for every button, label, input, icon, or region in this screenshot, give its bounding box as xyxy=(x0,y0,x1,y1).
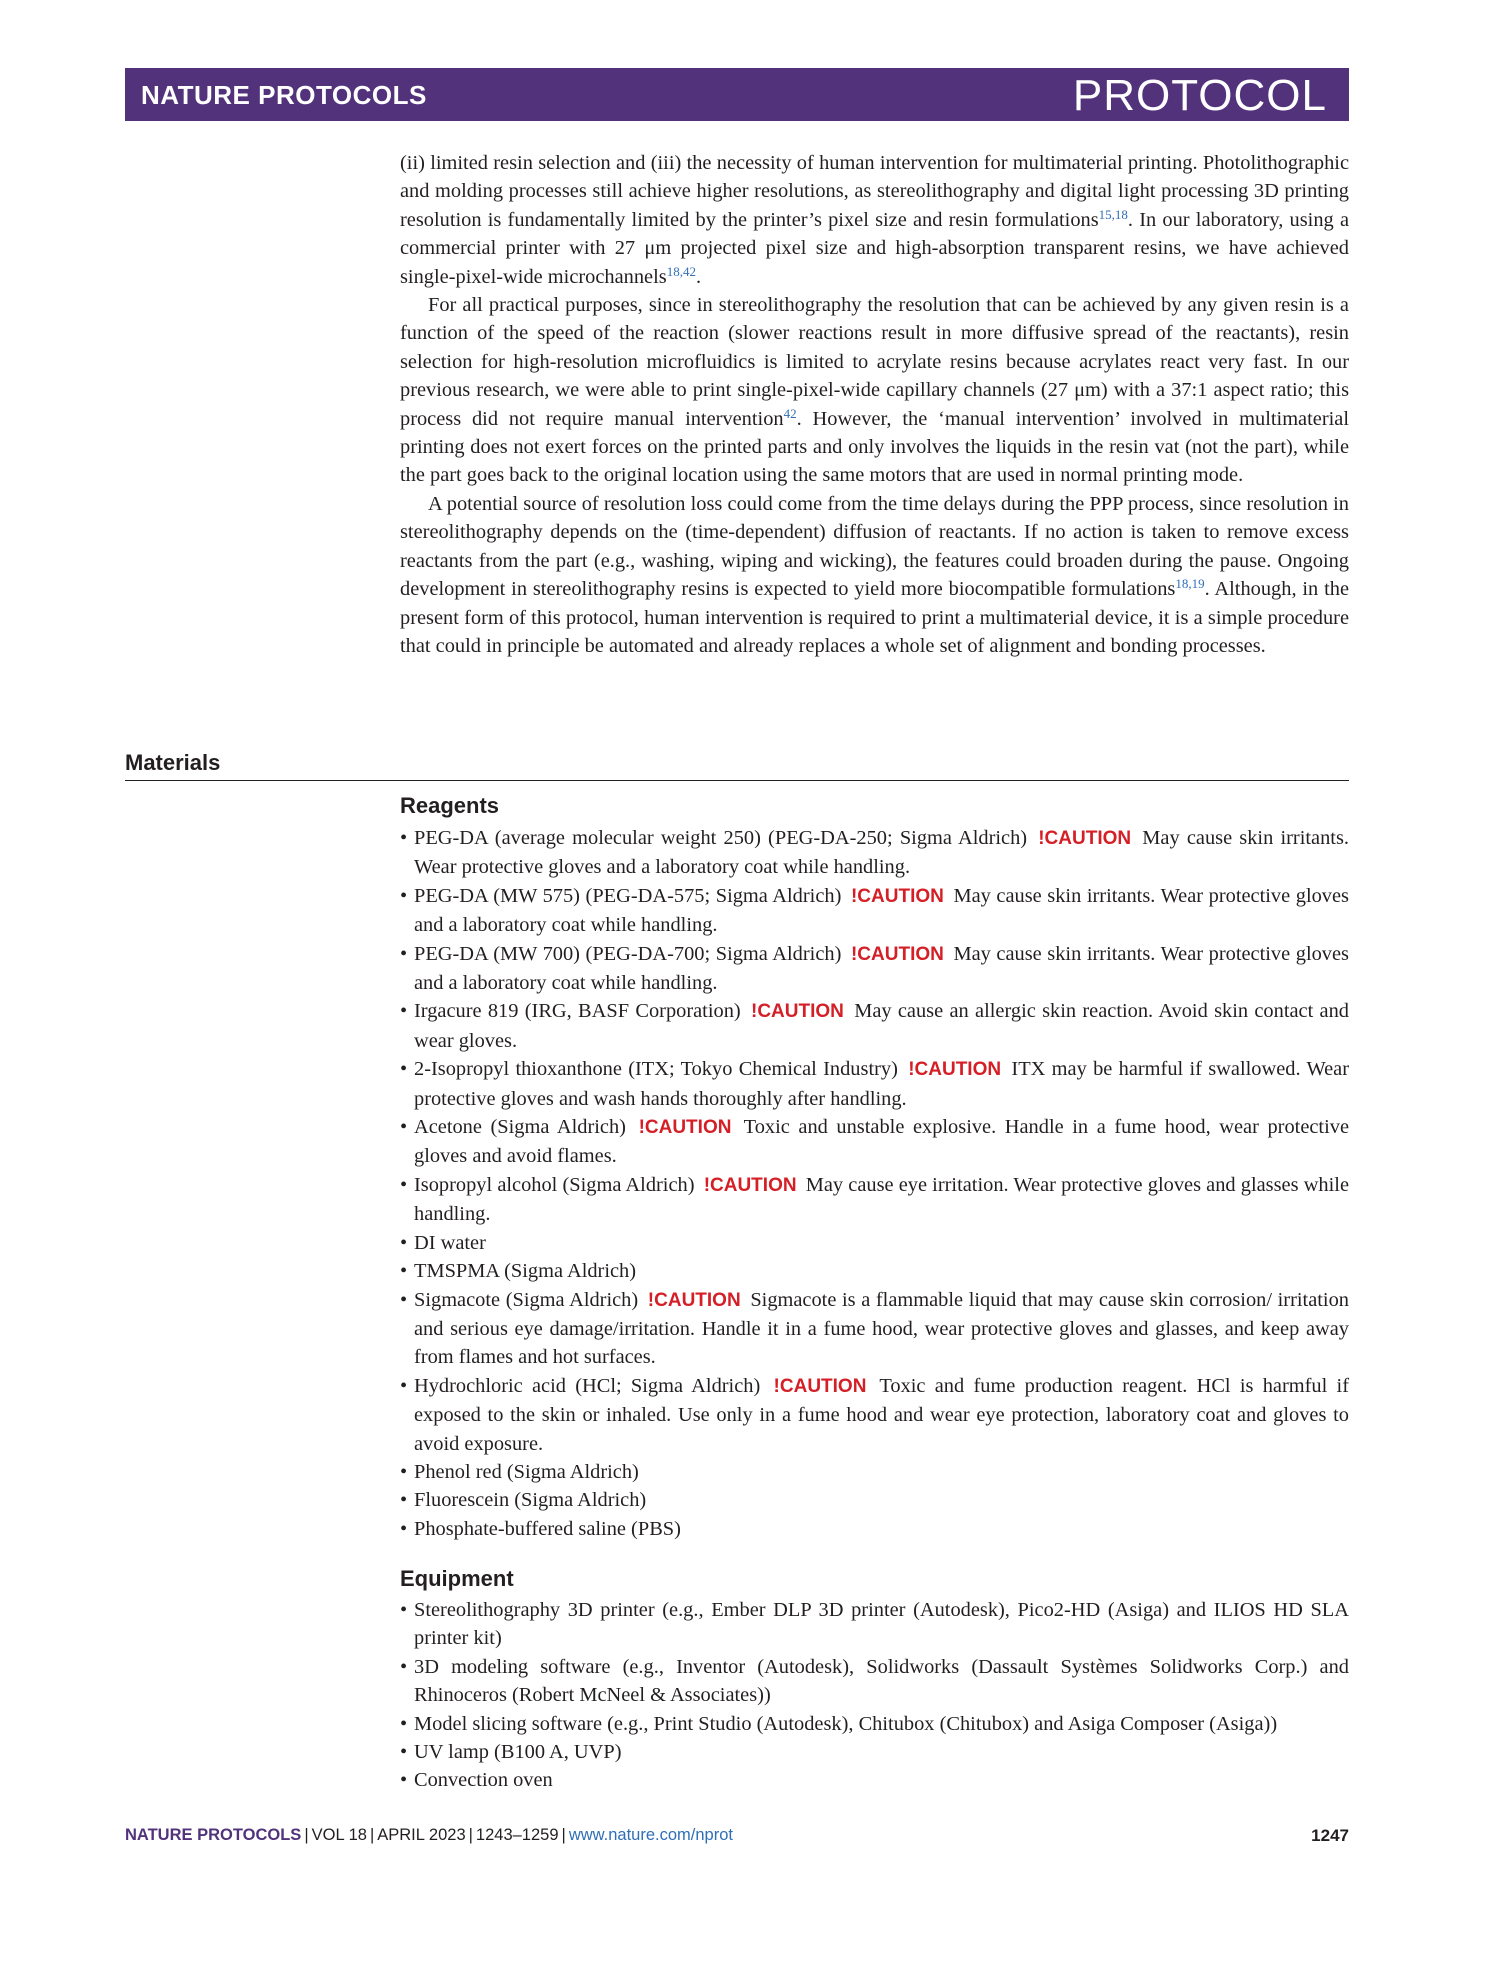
reagent-name: PEG-DA (MW 700) (PEG-DA-700; Sigma Aldrich) xyxy=(414,942,842,965)
article-type: PROTOCOL xyxy=(1072,71,1327,120)
caution-label: !CAUTION xyxy=(850,943,944,965)
caution-label: !CAUTION xyxy=(850,885,944,907)
equipment-item: • Model slicing software (e.g., Print Studio (Autodesk), Chitubox (Chitubox) and Asiga Composer (Asiga)) xyxy=(400,1710,1349,1738)
paragraph: For all practical purposes, since in stereolithography the resolution that can be achieved by any given resin is a function of the speed of the reaction (slower reactions result in more diffusive spread of the reactants), resin selection for high-resolution microfluidics is limited to acrylate resins because acrylates react very fast. In our previous research, we were able to print single-pixel-wide capillary channels (27 μm) with a 37:1 aspect ratio; this process did not require manual intervention$^{42}$. However, the ‘manual intervention’ involved in multimaterial printing does not exert forces on the printed parts and only involves the liquids in the resin vat (not the part), while the part goes back to the original location using the same motors that are used in normal printing mode. xyxy=(400,294,1349,487)
footer-volume: VOL 18 xyxy=(311,1826,367,1844)
caution-label: !CAUTION xyxy=(1038,828,1132,849)
reagent-item xyxy=(400,940,1349,998)
reagent-name: Isopropyl alcohol (Sigma Aldrich) xyxy=(414,1173,695,1196)
caution-text: Sigmacote is a flammable liquid that may cause skin corrosion/ irritation and serious eye damage/irritation. Handle it in a fume hood, wear protective gloves and glasses, and keep away from flames and hot surfaces. xyxy=(414,1288,1349,1369)
reagent-name: PEG-DA (MW 575) (PEG-DA-575; Sigma Aldrich) xyxy=(414,884,842,907)
reagent-name: 2-Isopropyl thioxanthone (ITX; Tokyo Chemical Industry) xyxy=(414,1058,898,1081)
caution-text: May cause skin irritants. Wear protective gloves and a laboratory coat while handling. xyxy=(414,942,1349,995)
footer-pages: 1243–1259 xyxy=(475,1826,559,1844)
caution-text: Toxic and fume production reagent. HCl is harmful if exposed to the skin or inhaled. Use only in a fume hood and wear eye protection, laboratory coat and gloves to avoid exposure. xyxy=(414,1374,1349,1455)
citation-link[interactable]: 18,42 xyxy=(666,263,696,279)
paragraph: A potential source of resolution loss could come from the time delays during the PPP process, since resolution in stereolithography depends on the (time-dependent) diffusion of reactants. If no action is taken to remove excess reactants from the part (e.g., washing, wiping and wicking), the features could broaden during the pause. Ongoing development in stereolithography resins is expected to yield more biocompatible formulations$^{18,19}$. Although, in the present form of this protocol, human intervention is required to print a multimaterial device, it is a simple procedure that could in principle be automated and already replaces a whole set of alignment and bonding processes. xyxy=(400,492,1350,657)
caution-text: May cause eye irritation. Wear protective gloves and glasses while handling. xyxy=(414,1173,1349,1226)
reagents-heading: Reagents xyxy=(400,793,500,818)
citation-link[interactable]: 15,18 xyxy=(1098,206,1128,222)
body-text xyxy=(400,149,1349,660)
citation-link[interactable]: 18,19 xyxy=(1175,576,1205,592)
caution-label: !CAUTION xyxy=(908,1059,1002,1081)
caution-text: Toxic and unstable explosive. Handle in a fume hood, wear protective gloves and avoid flames. xyxy=(414,1116,1349,1168)
reagent-name: PEG-DA (average molecular weight 250) (PEG-DA-250; Sigma Aldrich) xyxy=(414,827,1028,849)
footer-url-link[interactable]: www.nature.com/nprot xyxy=(568,1826,733,1844)
reagent-name: Irgacure 819 (IRG, BASF Corporation) xyxy=(414,1000,741,1023)
caution-text: May cause skin irritants. Wear protective gloves and a laboratory coat while handling. xyxy=(414,884,1349,937)
reagent-item xyxy=(400,1229,1349,1257)
equipment-heading: Equipment xyxy=(400,1566,514,1591)
equipment-list xyxy=(400,1596,1349,1795)
equipment-item: • Convection oven xyxy=(400,1766,1349,1794)
reagent-name: TMSPMA (Sigma Aldrich) xyxy=(414,1260,637,1283)
caution-label: !CAUTION xyxy=(703,1174,797,1196)
reagent-item xyxy=(400,824,1349,882)
caution-label: !CAUTION xyxy=(647,1289,741,1311)
equipment-item: • Stereolithography 3D printer (e.g., Ember DLP 3D printer (Autodesk), Pico2-HD (Asiga) and ILIOS HD SLA printer kit) xyxy=(400,1596,1349,1653)
caution-text: May cause skin irritants. Wear protective gloves and a laboratory coat while handling. xyxy=(414,827,1349,879)
reagent-item xyxy=(400,882,1349,940)
reagent-name: Sigmacote (Sigma Aldrich) xyxy=(414,1288,639,1311)
paragraph: (ii) limited resin selection and (iii) the necessity of human intervention for multimaterial printing. Photolithographic and molding processes still achieve higher resolutions, as stereolithography and digital light processing 3D printing resolution is fundamentally limited by the printer’s pixel size and resin formulations$^{15,18}$. In our laboratory, using a commercial printer with 27 μm projected pixel size and high-absorption transparent resins, we have achieved single-pixel-wide microchannels$^{18,42}$. xyxy=(400,152,1349,288)
reagent-item xyxy=(400,1113,1349,1171)
reagent-name: DI water xyxy=(414,1231,486,1254)
reagent-item xyxy=(400,1372,1349,1458)
reagent-name: Acetone (Sigma Aldrich) xyxy=(414,1116,626,1139)
journal-name: NATURE PROTOCOLS xyxy=(141,80,427,110)
header-bar xyxy=(125,68,1349,121)
citation-link[interactable]: 42 xyxy=(783,405,797,421)
reagent-item xyxy=(400,1055,1349,1113)
section-title: Materials xyxy=(125,750,221,775)
reagent-item xyxy=(400,1257,1349,1285)
footer-date: APRIL 2023 xyxy=(377,1826,466,1844)
page-footer: NATURE PROTOCOLS | VOL 18 | APRIL 2023 | 1243–1259 | www.nature.com/nprot 1247 xyxy=(125,1826,1349,1845)
reagent-name: Phenol red (Sigma Aldrich) xyxy=(414,1460,639,1483)
caution-label: !CAUTION xyxy=(751,1001,844,1023)
caution-label: !CAUTION xyxy=(773,1375,867,1397)
reagent-item xyxy=(400,1171,1349,1229)
reagent-item xyxy=(400,1486,1349,1514)
caution-text: ITX may be harmful if swallowed. Wear protective gloves and wash hands thoroughly after handling. xyxy=(414,1058,1349,1110)
reagent-name: Phosphate-buffered saline (PBS) xyxy=(414,1517,681,1540)
reagent-item xyxy=(400,1286,1349,1372)
page-number: 1247 xyxy=(1311,1826,1349,1845)
footer-journal: NATURE PROTOCOLS xyxy=(125,1826,302,1844)
equipment-item: • UV lamp (B100 A, UVP) xyxy=(400,1738,1349,1766)
reagent-item xyxy=(400,1458,1349,1486)
reagents-list xyxy=(400,824,1349,1543)
caution-label: !CAUTION xyxy=(638,1117,732,1139)
reagent-name: Fluorescein (Sigma Aldrich) xyxy=(414,1489,647,1512)
reagent-item xyxy=(400,1515,1349,1543)
materials-section-heading xyxy=(125,749,1349,781)
equipment-item: • 3D modeling software (e.g., Inventor (Autodesk), Solidworks (Dassault Systèmes Solidworks Corp.) and Rhinoceros (Robert McNeel & Associates)) xyxy=(400,1653,1349,1710)
reagent-name: Hydrochloric acid (HCl; Sigma Aldrich) xyxy=(414,1374,761,1397)
reagent-item xyxy=(400,997,1349,1055)
caution-text: May cause an allergic skin reaction. Avoid skin contact and wear gloves. xyxy=(414,1000,1349,1052)
